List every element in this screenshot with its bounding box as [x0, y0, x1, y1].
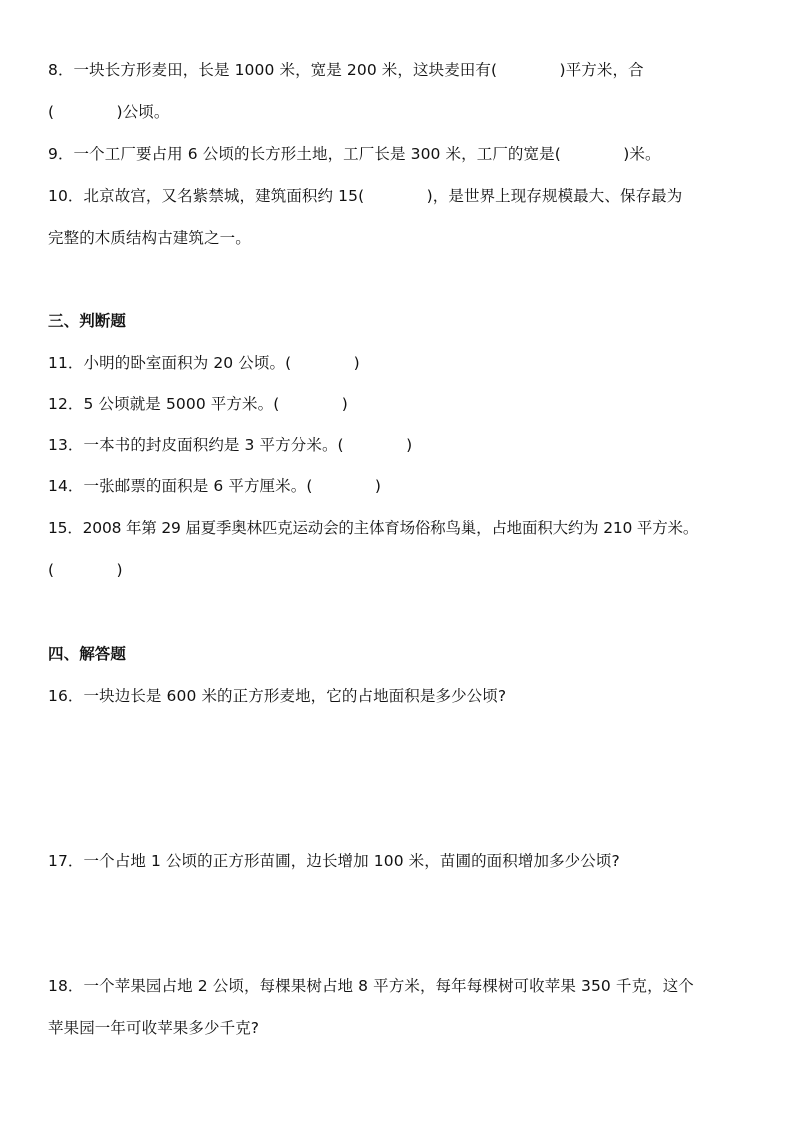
q10-line2: 完整的木质结构古建筑之一。 [48, 229, 251, 247]
q8-line2: ( )公顷。 [48, 103, 170, 121]
q18-line2: 苹果园一年可收苹果多少千克? [48, 1019, 260, 1037]
q15-line2: ( ) [48, 561, 123, 579]
section-heading-judgment: 三、判断题 [48, 312, 127, 330]
q14-line: 14．一张邮票的面积是 6 平方厘米。( ) [48, 477, 382, 495]
section-heading-solve: 四、解答题 [48, 645, 127, 663]
q18-line1: 18．一个苹果园占地 2 公顷，每棵果树占地 8 平方米，每年每棵树可收苹果 350 千克，这个 [48, 977, 694, 995]
q13-line: 13．一本书的封皮面积约是 3 平方分米。( ) [48, 436, 413, 454]
q17-line: 17．一个占地 1 公顷的正方形苗圃，边长增加 100 米，苗圃的面积增加多少公顷? [48, 852, 620, 870]
q12-line: 12．5 公顷就是 5000 平方米。( ) [48, 395, 348, 413]
q8-line1: 8．一块长方形麦田，长是 1000 米，宽是 200 米，这块麦田有( )平方米，合 [48, 61, 644, 79]
q10-line1: 10．北京故宫，又名紫禁城，建筑面积约 15( )，是世界上现存规模最大、保存最为 [48, 187, 683, 205]
q9-line: 9．一个工厂要占用 6 公顷的长方形土地，工厂长是 300 米，工厂的宽是( )米。 [48, 145, 661, 163]
q15-line1: 15．2008 年第 29 届夏季奥林匹克运动会的主体育场俗称鸟巢，占地面积大约为 210 平方米。 [48, 519, 699, 537]
q11-line: 11．小明的卧室面积为 20 公顷。( ) [48, 354, 360, 372]
q16-line: 16．一块边长是 600 米的正方形麦地，它的占地面积是多少公顷? [48, 687, 507, 705]
